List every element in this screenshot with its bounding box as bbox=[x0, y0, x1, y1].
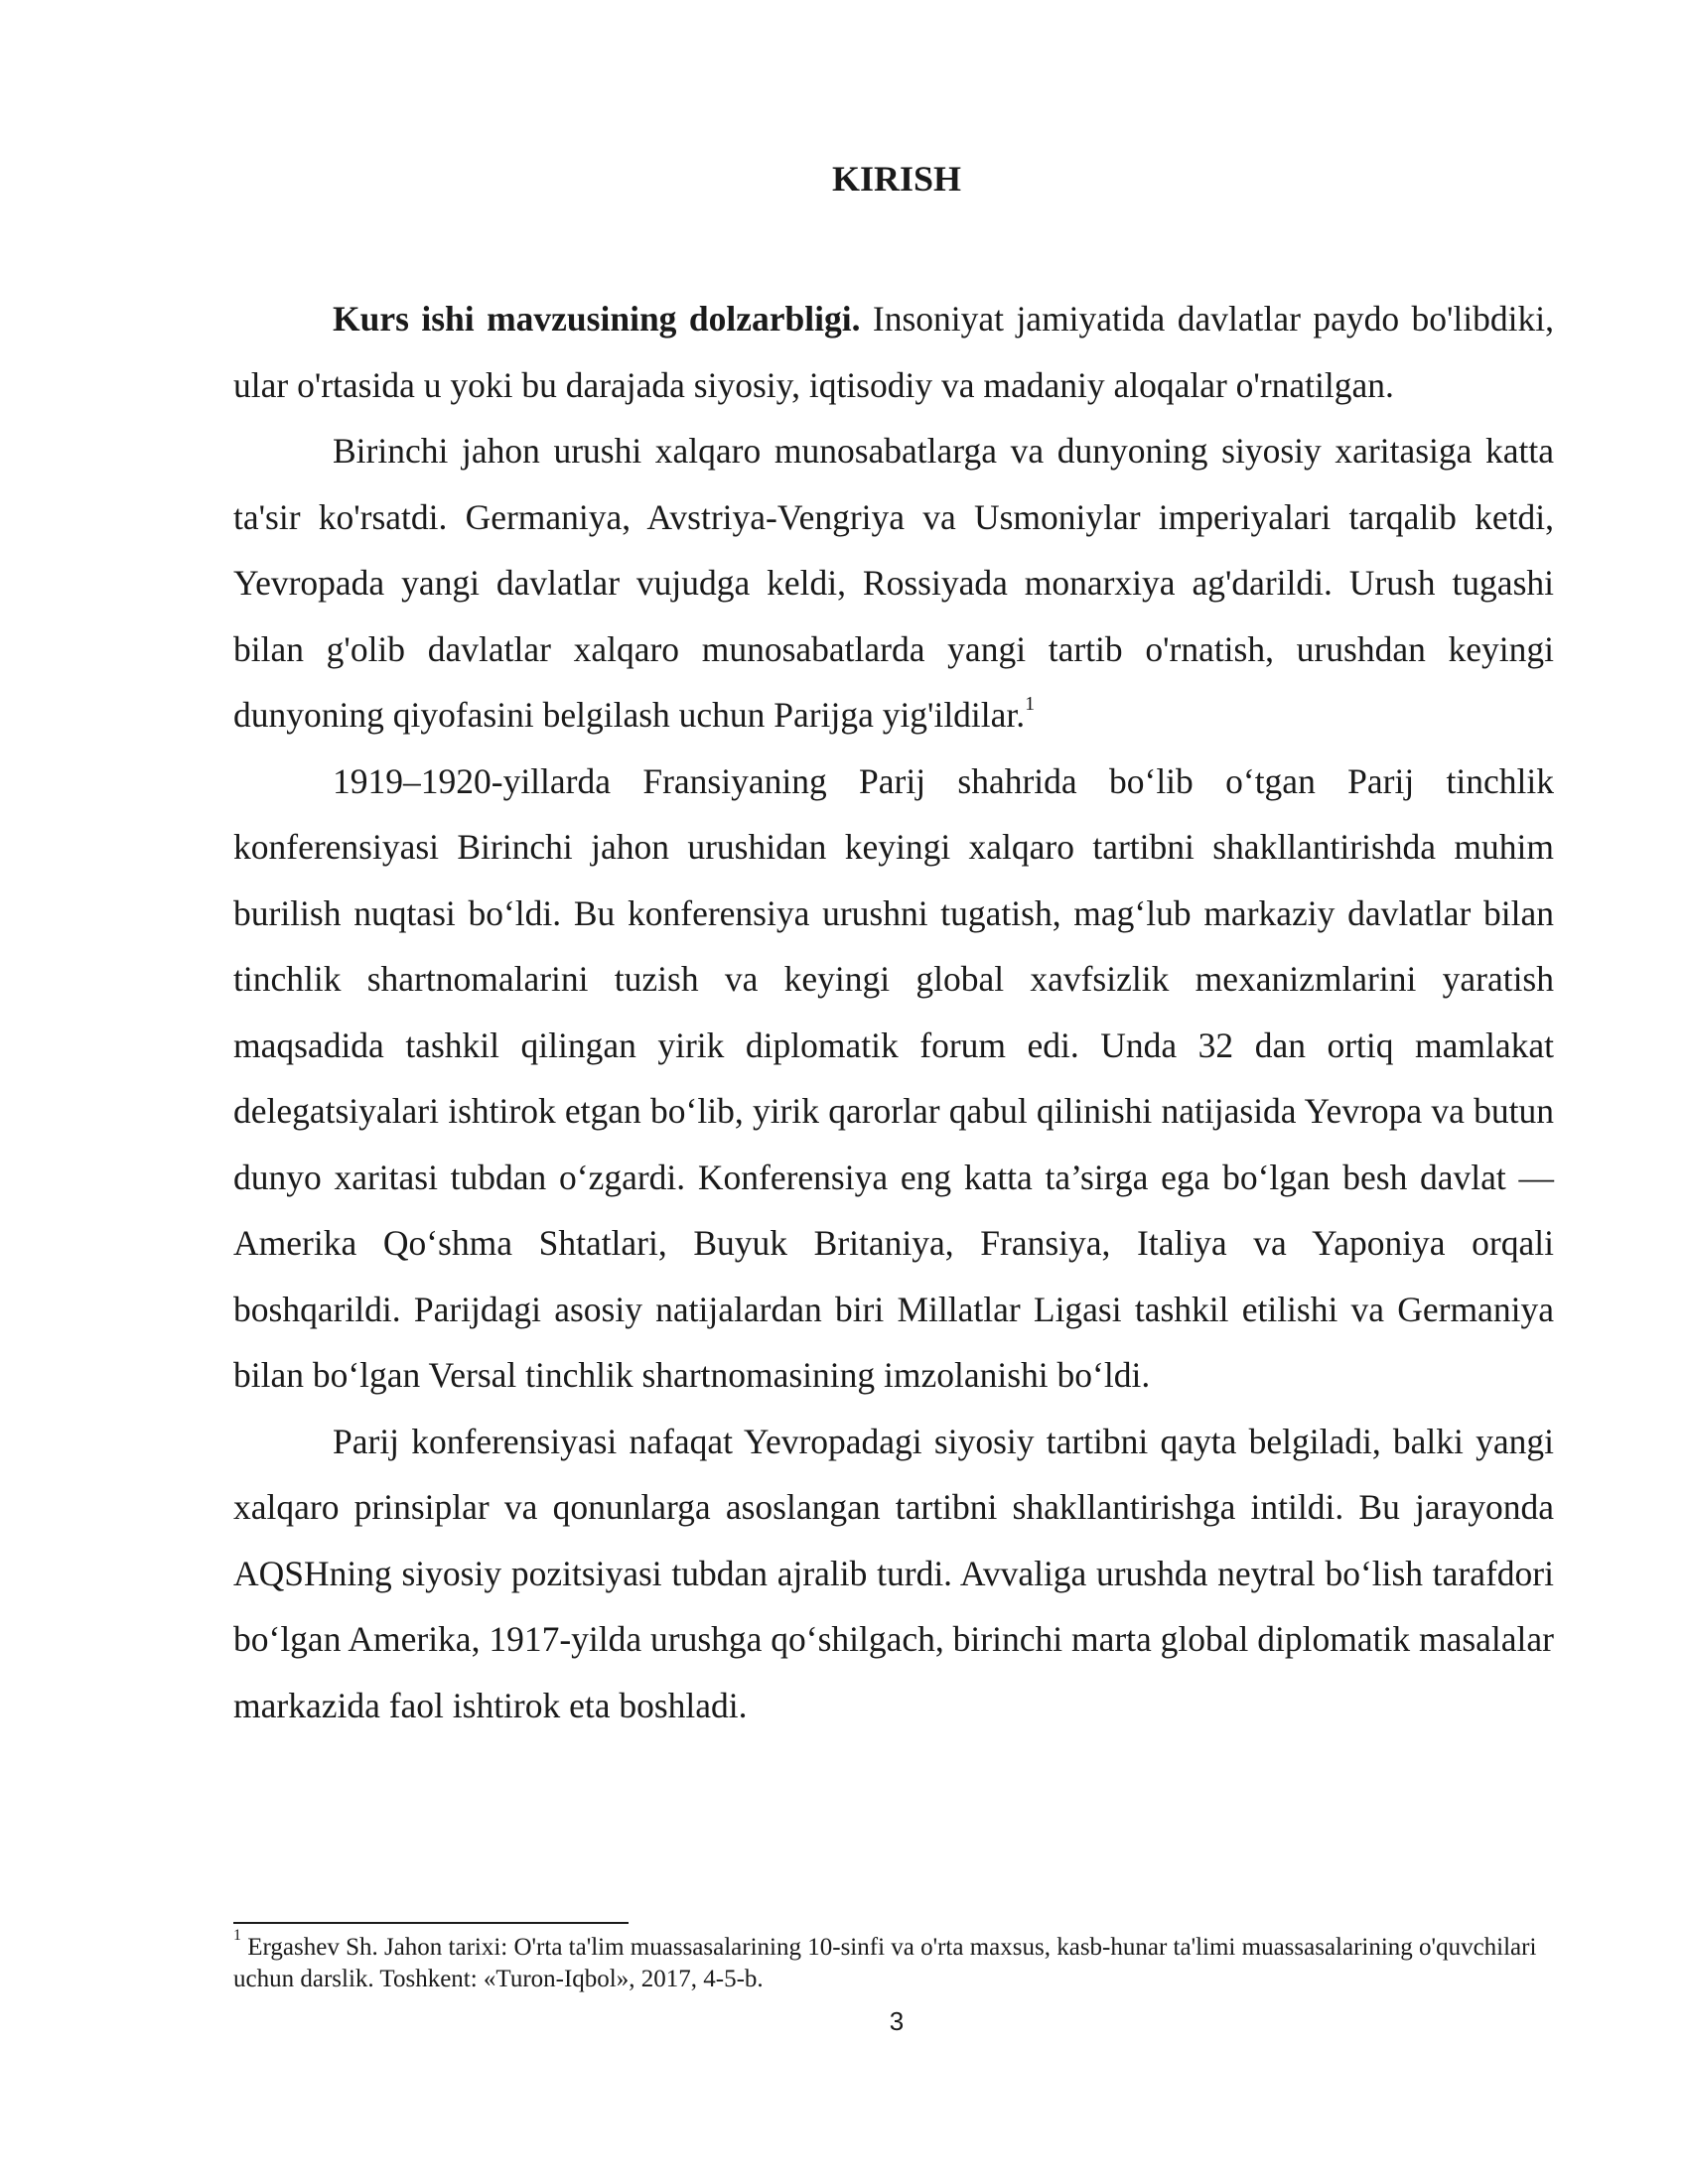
paragraph-1 bbox=[233, 286, 1554, 418]
footnote bbox=[233, 1926, 1554, 1995]
paragraph-text: Parij konferensiyasi nafaqat Yevropadagi siyosiy tartibni qayta belgiladi, balki yangi xalqaro prinsiplar va qonunlarga asoslangan tartibni shakllantirishga intildi. Bu jarayonda AQSHning siyosiy pozitsiyasi tubdan ajralib turdi. Avvaliga urushda neytral bo‘lish tarafdori bo‘lgan Amerika, 1917-yilda urushga qo‘shilgach, birinchi marta global diplomatik masalalar markazida faol ishtirok eta boshladi. bbox=[233, 1421, 1554, 1725]
paragraph-text: Insoniyat jamiyatida davlatlar paydo bo'libdiki, ular o'rtasida u yoki bu darajada siyosiy, iqtisodiy va madaniy aloqalar o'rnatilgan. bbox=[233, 299, 1554, 405]
footnote-text: Ergashev Sh. Jahon tarixi: O'rta ta'lim muassasalarining 10-sinfi va o'rta maxsus, kasb-hunar ta'limi muassasalarining o'quvchilari uchun darslik. Toshkent: «Turon-Iqbol», 2017, 4-5-b. bbox=[233, 1934, 1537, 1992]
footnote-marker: 1 bbox=[233, 1926, 241, 1944]
paragraph-4 bbox=[233, 1409, 1554, 1739]
paragraph-3 bbox=[233, 749, 1554, 1409]
paragraph-text: 1919–1920-yillarda Fransiyaning Parij shahrida bo‘lib o‘tgan Parij tinchlik konferensiyasi Birinchi jahon urushidan keyingi xalqaro tartibni shakllantirishda muhim burilish nuqtasi bo‘ldi. Bu konferensiya urushni tugatish, mag‘lub markaziy davlatlar bilan tinchlik shartnomalarini tuzish va keyingi global xavfsizlik mexanizmlarini yaratish maqsadida tashkil qilingan yirik diplomatik forum edi. Unda 32 dan ortiq mamlakat delegatsiyalari ishtirok etgan bo‘lib, yirik qarorlar qabul qilinishi natijasida Yevropa va butun dunyo xaritasi tubdan o‘zgardi. Konferensiya eng katta ta’sirga ega bo‘lgan besh davlat — Amerika Qo‘shma Shtatlari, Buyuk Britaniya, Fransiya, Italiya va Yaponiya orqali boshqarildi. Parijdagi asosiy natijalardan biri Millatlar Ligasi tashkil etilishi va Germaniya bilan bo‘lgan Versal tinchlik shartnomasining imzolanishi bo‘ldi. bbox=[233, 760, 1554, 1395]
paragraph-text: Birinchi jahon urushi xalqaro munosabatlarga va dunyoning siyosiy xaritasiga katta ta'sir ko'rsatdi. Germaniya, Avstriya-Vengriya va Usmoniylar imperiyalari tarqalib ketdi, Yevropada yangi davlatlar vujudga keldi, Rossiyada monarxiya ag'darildi. Urush tugashi bilan g'olib davlatlar xalqaro munosabatlarda yangi tartib o'rnatish, urushdan keyingi dunyoning qiyofasini belgilash uchun Parijga yig'ildilar. bbox=[233, 431, 1554, 735]
page-number: 3 bbox=[889, 2006, 905, 2036]
page-heading: KIRISH bbox=[831, 159, 962, 199]
footnote-separator bbox=[233, 1922, 629, 1924]
paragraph-2 bbox=[233, 418, 1554, 749]
paragraph-lead: Kurs ishi mavzusining dolzarbligi. bbox=[333, 299, 861, 339]
body-text bbox=[233, 286, 1554, 1738]
footnote-reference[interactable]: 1 bbox=[1025, 693, 1036, 716]
